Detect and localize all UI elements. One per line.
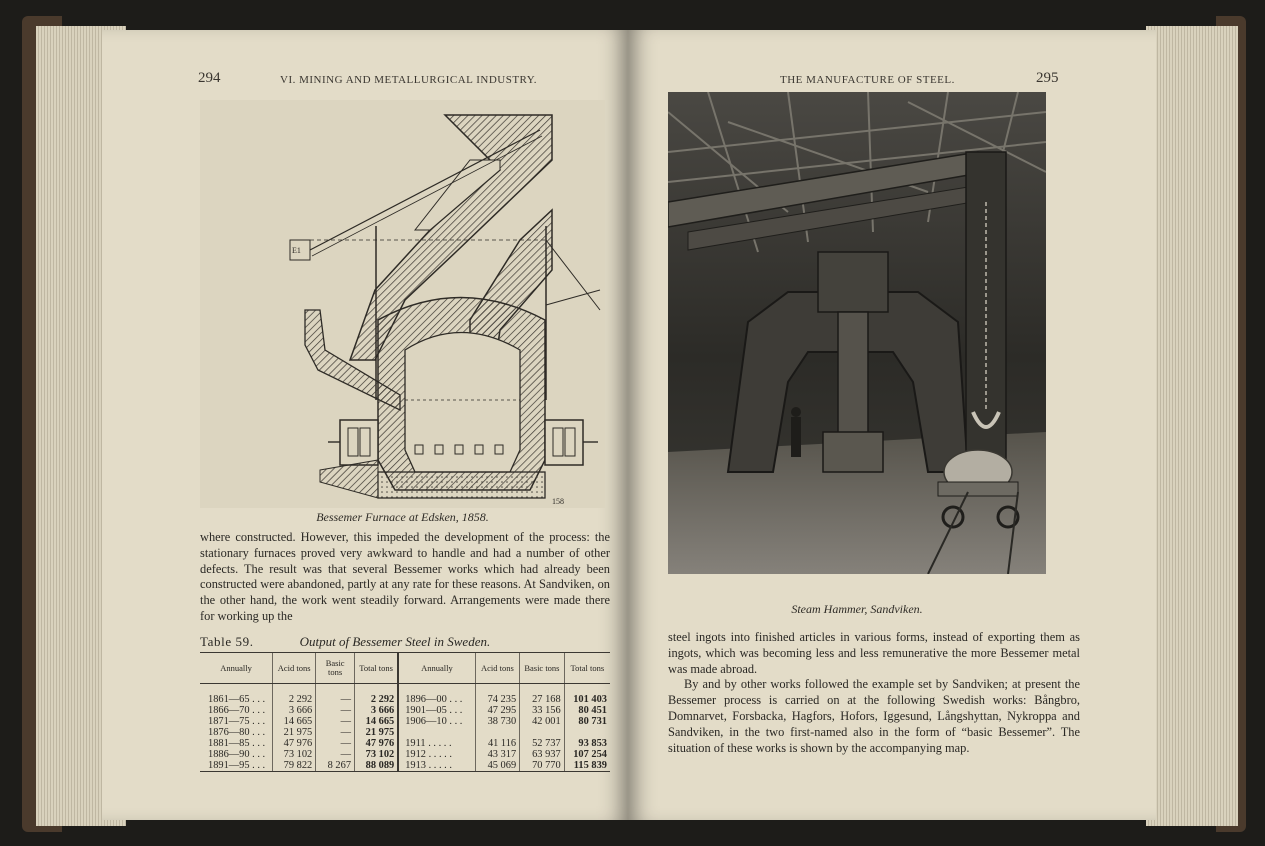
table-cell-period: 1906—10 . . . [398,716,475,727]
table-title: Output of Bessemer Steel in Sweden. [299,634,491,649]
table-cell-basic: 33 156 [520,705,565,716]
table-cell-total: 14 665 [355,716,399,727]
col-header-basic-2: Basic tons [520,653,565,684]
steam-hammer-photo [668,92,1046,574]
table-cell-acid: 38 730 [475,716,520,727]
table-cell-acid: 45 069 [475,760,520,772]
col-header-total: Total tons [355,653,399,684]
table-cell-total: 2 292 [355,694,399,705]
table-cell-acid: 2 292 [273,694,316,705]
table-cell-period: 1866—70 . . . [208,705,266,716]
table-spacer-cell [520,684,565,695]
left-body-text [200,530,610,625]
left-page [102,30,628,820]
photo-caption: Steam Hammer, Sandviken. [791,602,923,616]
table-cell-period: 1912 . . . . . [398,749,475,760]
table-spacer-row [200,684,610,695]
table-cell-basic: — [316,749,355,760]
table-cell-basic: 27 168 [520,694,565,705]
table-row [200,727,610,738]
table-cell-acid: 3 666 [273,705,316,716]
table-cell-empty [398,727,475,738]
table-cell-total: 21 975 [355,727,399,738]
left-paragraph: where constructed. However, this impeded the development of the process: the stationary furnaces proved very awkward to handle and had a number of other defects. The result was that several Bessemer works which had already been constructed were abandoned, partly at any rate for these reasons. At Sandviken, on the other hand, the work went steadily forward. Arrangements were made there for working up the [200,530,610,623]
table-cell-period: 1871—75 . . . [208,716,266,727]
page-number-right: 295 [1036,70,1059,86]
table-cell-acid: 21 975 [273,727,316,738]
table-cell-basic: — [316,716,355,727]
table-heading [200,634,490,650]
table-cell-acid: 41 116 [475,738,520,749]
table-cell-acid: 47 295 [475,705,520,716]
col-header-total-2: Total tons [564,653,610,684]
table-spacer-cell [316,684,355,695]
col-header-annually-2: Annually [398,653,475,684]
col-header-acid: Acid tons [273,653,316,684]
table-row [200,749,610,760]
table-spacer-cell [398,684,475,695]
open-book [22,16,1246,832]
table-spacer-cell [355,684,399,695]
table-row [200,716,610,727]
table-row [200,694,610,705]
table-cell-total: 115 839 [564,760,610,772]
table-number: Table 59. [200,634,254,649]
table-cell-basic: 63 937 [520,749,565,760]
table-header-row [200,653,610,684]
table-cell-total: 3 666 [355,705,399,716]
table-cell-total: 101 403 [564,694,610,705]
table-cell-acid: 74 235 [475,694,520,705]
table-cell-period: 1876—80 . . . [208,727,266,738]
table-cell-basic: — [316,738,355,749]
table-cell-basic: 8 267 [316,760,355,772]
table-cell-empty [475,727,520,738]
page-edges-right [1146,26,1238,826]
col-header-annually: Annually [200,653,273,684]
col-header-acid-2: Acid tons [475,653,520,684]
figure-label-b: 158 [552,497,564,506]
table-cell-total: 80 451 [564,705,610,716]
table-row [200,738,610,749]
steel-output-table [200,652,610,772]
steam-hammer-illustration [668,92,1046,574]
table-cell-total: 88 089 [355,760,399,772]
table-cell-period: 1913 . . . . . [398,760,475,772]
table-row [200,760,610,772]
table-spacer-cell [475,684,520,695]
table-cell-empty [520,727,565,738]
table-cell-empty [564,727,610,738]
right-paragraph-2: By and by other works followed the example set by Sandviken; at present the Bessemer process is carried on at the following Swedish works: Bångbro, Domnarvet, Forsbacka, Hagfors, Hofors, Iggesund, Långshyttan, Nykroppa and Sandviken, in the two first-named also in the form of “basic Bessemer”. The situation of these works is shown by the accompanying map. [668,677,1080,755]
table-spacer-cell [564,684,610,695]
right-page [628,30,1156,820]
table-cell-total: 107 254 [564,749,610,760]
running-head-right: THE MANUFACTURE OF STEEL. [780,74,955,86]
right-paragraph-1: steel ingots into finished articles in various forms, instead of exporting them as ingots, which was becoming less and less remunerative the more Bessemer metal was made abroad. [668,630,1080,676]
table-cell-basic: — [316,727,355,738]
table-cell-acid: 47 976 [273,738,316,749]
table-cell-total: 73 102 [355,749,399,760]
table-cell-acid: 79 822 [273,760,316,772]
table-cell-basic: — [316,694,355,705]
table-cell-period: 1901—05 . . . [398,705,475,716]
table-cell-basic: — [316,705,355,716]
table-spacer-cell [273,684,316,695]
figure-caption-furnace: Bessemer Furnace at Edsken, 1858. [316,510,489,524]
table-cell-acid: 14 665 [273,716,316,727]
table-cell-total: 80 731 [564,716,610,727]
table-cell-acid: 43 317 [475,749,520,760]
table-cell-period: 1896—00 . . . [398,694,475,705]
table-spacer-cell [200,684,273,695]
table-cell-acid: 73 102 [273,749,316,760]
table-cell-total: 93 853 [564,738,610,749]
table-cell-basic: 42 001 [520,716,565,727]
table-cell-period: 1891—95 . . . [200,760,273,772]
page-number-left: 294 [198,70,221,86]
table-cell-period: 1881—85 . . . [208,738,266,749]
furnace-diagram [200,100,605,508]
table-row [200,705,610,716]
table-cell-basic: 52 737 [520,738,565,749]
figure-label-a: E1 [292,246,301,255]
table-cell-period: 1886—90 . . . [208,749,266,760]
table-cell-total: 47 976 [355,738,399,749]
table-cell-period: 1861—65 . . . [208,694,266,705]
right-body-text [668,630,1080,756]
running-head-left: VI. MINING AND METALLURGICAL INDUSTRY. [280,74,538,86]
col-header-basic: Basic tons [316,653,355,684]
table-cell-period: 1911 . . . . . [398,738,475,749]
furnace-drawing [200,100,605,508]
table-cell-basic: 70 770 [520,760,565,772]
